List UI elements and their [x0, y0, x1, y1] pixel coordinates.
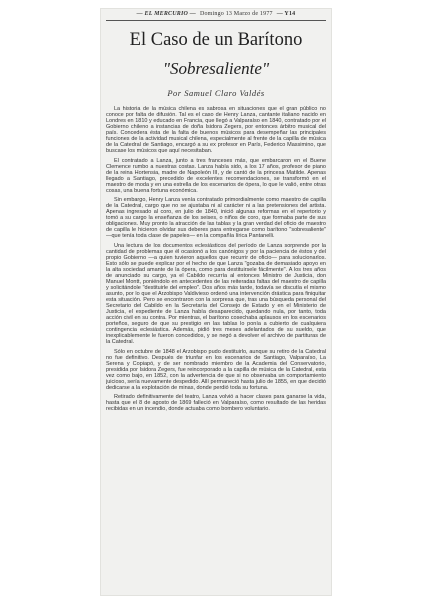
publication-date: Domingo 13 Marzo de 1977	[199, 11, 273, 17]
article-subtitle: "Sobresaliente"	[162, 59, 270, 78]
article-byline: Por Samuel Claro Valdés	[167, 88, 265, 98]
article-body	[106, 106, 326, 592]
masthead	[104, 8, 328, 20]
article-paragraph: Sólo en octubre de 1848 el Arzobispo pudo destituirlo, aunque su retiro de la Catedral no fue definitivo. Después de triunfar en los escenarios de Santiago, Valparaíso, La Serena y Copiapó, y de ser nombrado miembro de la Academia del Conservatorio, presidida por Isidora Zegers, fue reincorporado a la capilla de música de la Catedral, esta vez como bajo, en 1852, con la advertencia de que si no observaba un comportamiento juicioso, sería nuevamente despedido. Allí permaneció hasta julio de 1855, en que decidió dedicarse a la explotación de minas, donde perdió toda su fortuna.	[106, 348, 326, 391]
article-paragraph: El contratado a Lanza, junto a tres franceses más, que embarcaron en el Buene Clemence rumbo a nuestras costas. Lanza había sido, a los 17 años, profesor de piano de la reina Hortensia, madre de Napoleón III, y de cantó de la princesa Matilde. Apenas llegado a Santiago, precedido de excelentes recomendaciones, se transformó en el maestro de moda y en una estrella de los escenarios de ópera, lo que le valió, entre otras cosas, una buena fortuna económica.	[106, 157, 326, 194]
article-title: El Caso de un Barítono	[129, 30, 303, 50]
article-paragraph: La historia de la música chilena es sabrosa en situaciones que el gran público no conoce por falta de difusión. Tal es el caso de Henry Lanza, cantante italiano nacido en Londres en 1810 y educado en Francia, que llegó a Valparaíso en 1840, contratado por el Gobierno chileno a instancias de doña Isidora Zegers, por entonces árbitro musical del país. Concedera ésta de la falta de buenos músicos para desempeñar las principales funciones de la actividad musical chilena, especialmente al frente de la capilla de música de la Catedral de Santiago, encargó a su ex profesor en París, Federico Massimino, que buscase los músicos que aquí necesitaban.	[106, 106, 326, 155]
page-number: — Y14	[276, 11, 296, 17]
publication-name: — EL MERCURIO —	[136, 11, 196, 17]
newspaper-clipping	[100, 8, 332, 596]
article-paragraph: Retirado definitivamente del teatro, Lanza volvió a hacer clases para ganarse la vida, hasta que el 8 de agosto de 1869 falleció en Valparaíso, como resultado de las heridas recibidas en un incendio, donde actuaba como bombero voluntario.	[106, 394, 326, 413]
masthead-rule	[106, 20, 326, 21]
article-paragraph: Sin embargo, Henry Lanza venía contratado primordialmente como maestro de capilla de la Catedral, cargo que no se ajustaba ni al carácter ni a las pretensiones del artista. Apenas ingresado al coro, en julio de 1840, inició algunas reformas en el repertorio y tomó a su cargo la enseñanza de los seises, o niños de coro, que formaba parte de sus obligaciones. Muy pronto la atracción de las tablas y la gran verdad del oficio de maestro de capilla le hicieron olvidar sus deberes para entregarse como barítono "sobresaliente" —que tenía toda clase de papeles— en la compañía lírica Pantanelli.	[106, 197, 326, 240]
article-paragraph: Una lectura de los documentos eclesiásticos del período de Lanza sorprende por la cantidad de problemas que él ocasionó a los canónigos y por la paciencia de éstos y del propio Gobierno —a quien tuvieron aquellos que recurrir de oficio— para solucionarlos. Esto sólo se puede explicar por el hecho de que Lanza "gozaba de demasiado apoyo en la alta sociedad amante de la ópera, como para destituirsele fácilmente". A los tres años de anunciado su cargo, ya el Cabildo recurría al entonces Ministro de Justicia, don Manuel Montt, poniéndolo en antecedentes de las reiteradas faltas del maestro de capilla y solicitándole "destituirle del empleo". Dos años más tarde, todavía se discutía el mismo asunto, por lo que el Arzobispo Valdivieso ordenó una intervención drástica para finiquitar esta situación. Pero se encontraron con la sorpresa que, tras una búsqueda personal del Secretario del Cabildo en la Secretaría del Consejo de Estado y en el Ministerio de Justicia, el expediente de Lanza había desaparecido, quedando nula, por tanto, toda acción civil en su contra. Por mientras, el barítono cosechaba aplausos en los escenarios porteños, seguro de que su prestigio en las tablas lo ponía a cubierto de cualquiera contingencia eclesiástica. Además, pidió tres meses adelantados de su sueldo, que inexplicablemente le fueron concedidos, y se negó a devolver el archivo de partituras de la Catedral.	[106, 242, 326, 346]
